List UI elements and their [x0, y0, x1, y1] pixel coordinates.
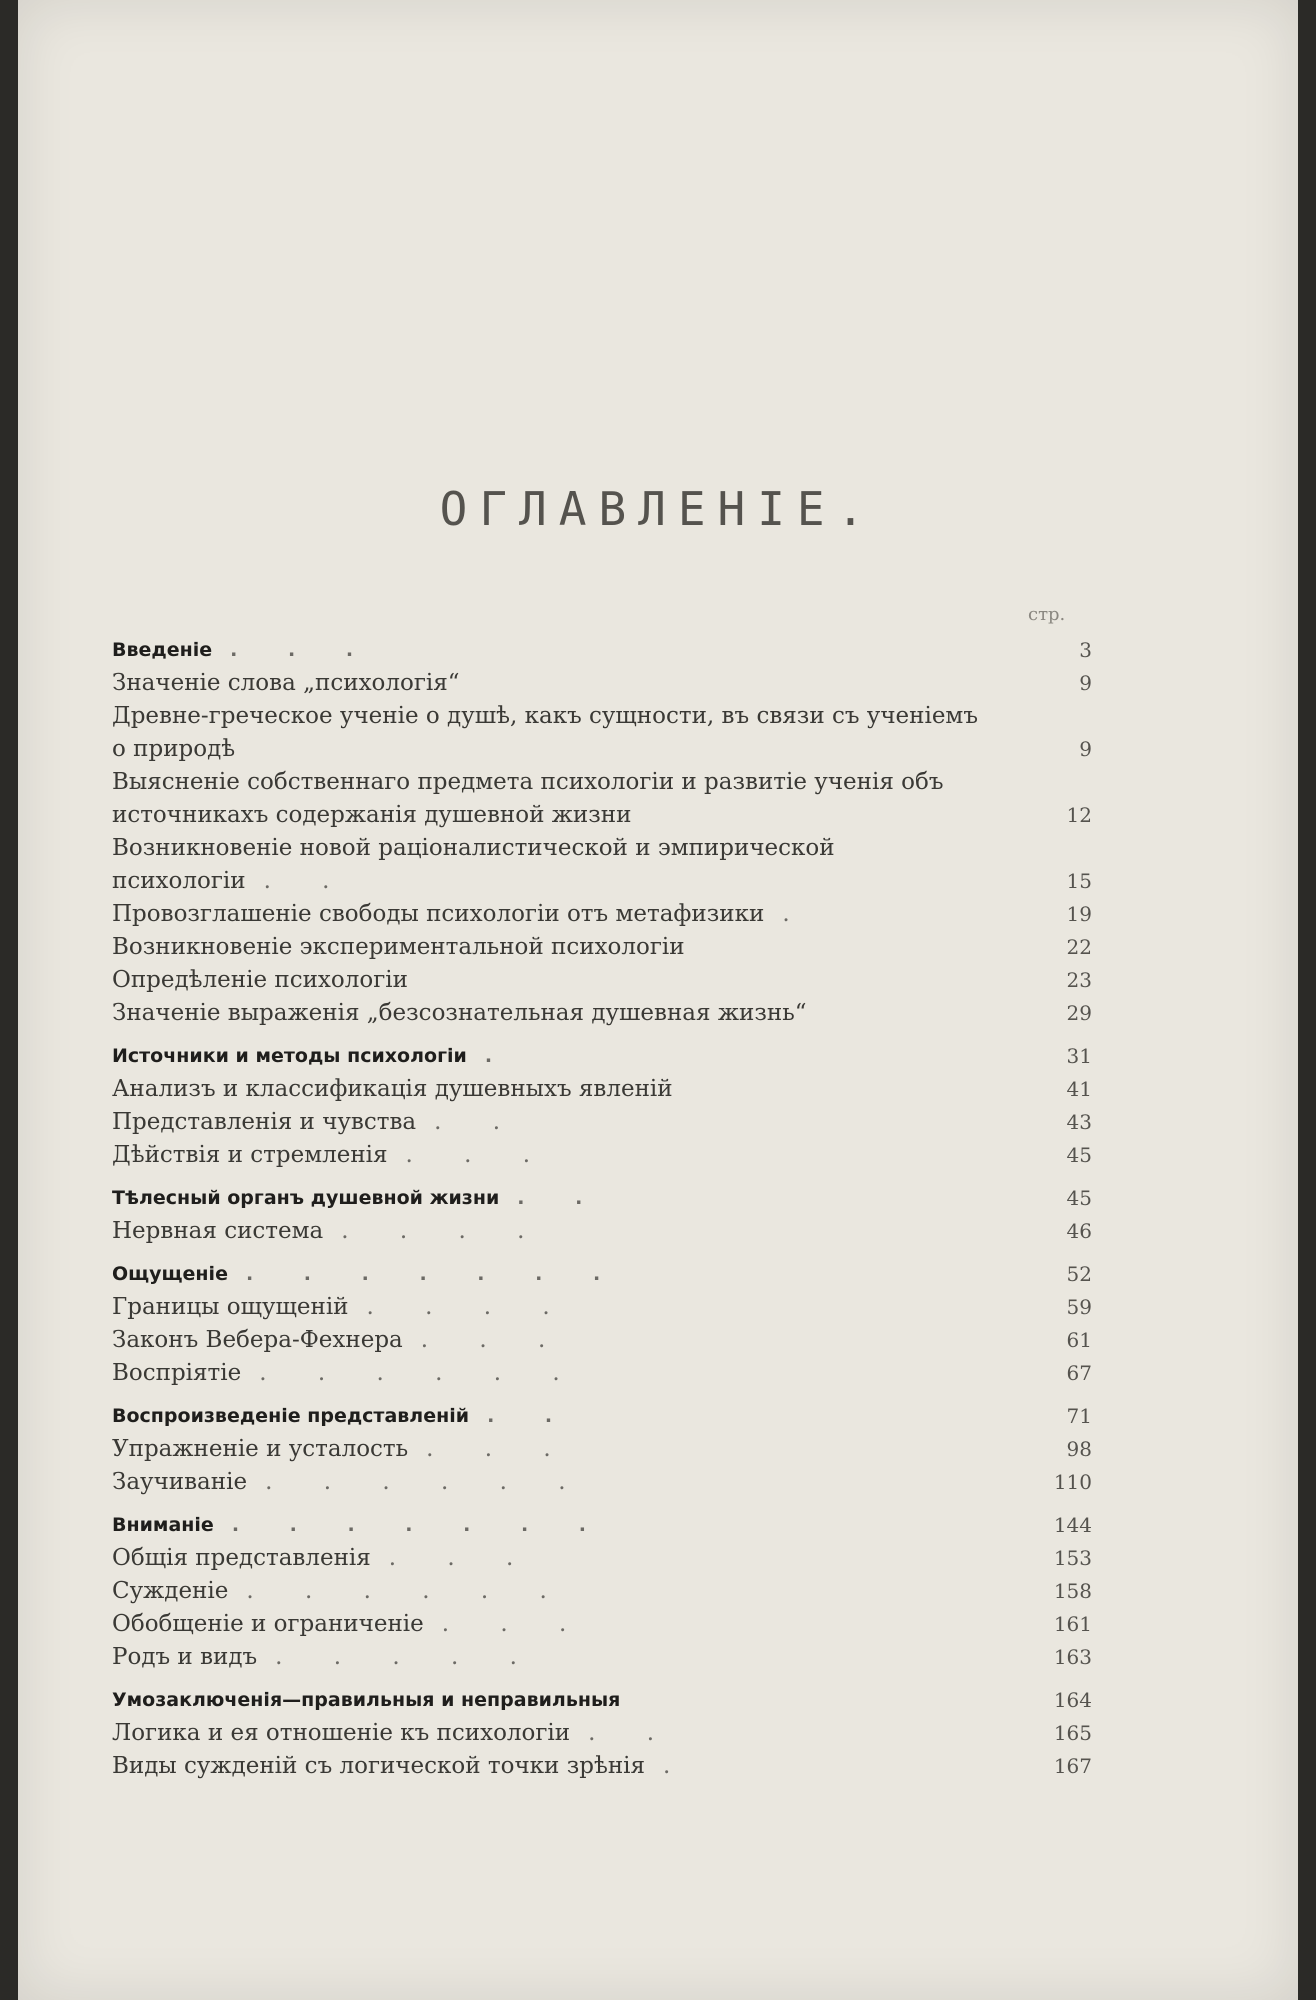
toc-entry-title: Введеніе . . . [112, 639, 376, 661]
toc-entry [112, 700, 1092, 766]
toc-page-number: 158 [1053, 1579, 1092, 1603]
toc-entry [112, 1433, 1092, 1466]
toc-entry [112, 1139, 1092, 1172]
toc-entry [112, 1750, 1092, 1783]
toc-entry [112, 1106, 1092, 1139]
toc-entry [112, 1641, 1092, 1674]
toc-entry-title: Нервная система . . . . [112, 1218, 547, 1244]
toc-page-number: 161 [1053, 1612, 1092, 1636]
toc-page-number: 165 [1053, 1721, 1092, 1745]
leader-dots: . [484, 1045, 515, 1067]
toc-entry-title: Значеніе выраженія „безсознательная душевная жизнь“ [112, 1000, 807, 1026]
toc-page-number: 12 [1066, 803, 1092, 827]
toc-page-number: 45 [1066, 1186, 1092, 1210]
leader-dots: . . [517, 1187, 605, 1209]
toc-section [112, 1182, 1092, 1215]
toc-entry-title: Сужденіе . . . . . . [112, 1578, 569, 1604]
leader-dots: . . . [441, 1611, 589, 1637]
leader-dots: . [663, 1753, 693, 1779]
toc-section [112, 1684, 1092, 1717]
toc-entry-title: Тѣлесный органъ душевной жизни . . [112, 1187, 605, 1209]
toc-entry-title: Опредѣленіе психологіи [112, 967, 408, 993]
toc-entry [112, 832, 1092, 898]
toc-page-number: 29 [1066, 1001, 1092, 1025]
page-title: ОГЛАВЛЕНІЕ. [439, 482, 877, 536]
toc-page-number: 164 [1053, 1688, 1092, 1712]
leader-dots: . . . . . . . [231, 1514, 609, 1536]
toc-entry-title: Обобщеніе и ограниченіе . . . [112, 1611, 589, 1637]
toc-page-number: 98 [1066, 1437, 1092, 1461]
toc-entry-title: Заучиваніе . . . . . . [112, 1469, 588, 1495]
toc-section [112, 1400, 1092, 1433]
toc-page-number: 153 [1053, 1546, 1092, 1570]
toc-entry [112, 1608, 1092, 1641]
toc-page-number: 163 [1053, 1645, 1092, 1669]
leader-dots: . . . . [341, 1218, 547, 1244]
toc-entry [112, 964, 1092, 997]
toc-page-number: 144 [1053, 1513, 1092, 1537]
leader-dots: . . . [426, 1436, 573, 1462]
leader-dots: . . . . . . [265, 1469, 588, 1495]
leader-dots: . . . [420, 1327, 568, 1353]
toc-entry [112, 1575, 1092, 1608]
toc-entry-title: Воспроизведеніе представленій . . [112, 1405, 575, 1427]
toc-entry-title: Возникновеніе новой раціоналистической и эмпирической психологіи . . [112, 835, 835, 894]
leader-dots: . . . . . . [246, 1578, 569, 1604]
toc-page-number: 167 [1053, 1754, 1092, 1778]
toc-page-number: 45 [1066, 1143, 1092, 1167]
leader-dots: . . . . [366, 1294, 572, 1320]
leader-dots: . . [434, 1109, 523, 1135]
toc-section [112, 634, 1092, 667]
toc-section [112, 1040, 1092, 1073]
toc-section [112, 1258, 1092, 1291]
leader-dots: . . . [230, 639, 376, 661]
toc-entry-title: Источники и методы психологіи . [112, 1045, 515, 1067]
toc-page-number: 41 [1066, 1077, 1092, 1101]
leader-dots: . . . [388, 1545, 536, 1571]
toc-page-number: 22 [1066, 935, 1092, 959]
toc-entry [112, 1324, 1092, 1357]
toc-page-number: 43 [1066, 1110, 1092, 1134]
toc-entry-title: Родъ и видъ . . . . . [112, 1644, 539, 1670]
toc-page-number: 23 [1066, 968, 1092, 992]
toc-entry-title: Воспріятіе . . . . . . [112, 1360, 582, 1386]
toc-page-number: 59 [1066, 1295, 1092, 1319]
toc-entry [112, 667, 1092, 700]
toc-entry-title: Анализъ и классификація душевныхъ явленій [112, 1076, 673, 1102]
toc-entry-title: Умозаключенія—правильныя и неправильныя [112, 1689, 621, 1711]
toc-entry-title: Границы ощущеній . . . . [112, 1294, 572, 1320]
toc-entry-title: Виды сужденій съ логической точки зрѣнія . [112, 1753, 693, 1779]
leader-dots: . . [487, 1405, 575, 1427]
leader-dots: . . . . . . [259, 1360, 582, 1386]
toc-entry [112, 1357, 1092, 1390]
toc-page-number: 61 [1066, 1328, 1092, 1352]
toc-page-number: 3 [1079, 638, 1092, 662]
toc-page-number: 46 [1066, 1219, 1092, 1243]
toc-entry [112, 931, 1092, 964]
toc-page-number: 31 [1066, 1044, 1092, 1068]
toc-page-number: 9 [1079, 737, 1092, 761]
toc-page-number: 15 [1066, 869, 1092, 893]
toc-entry-title: Древне-греческое ученіе о душѣ, какъ сущности, въ связи съ ученіемъ о природѣ [112, 703, 978, 762]
toc-entry-title: Упражненіе и усталость . . . [112, 1436, 573, 1462]
page-column-header: стр. [1028, 604, 1066, 625]
toc-entry [112, 1542, 1092, 1575]
toc-entry-title: Значеніе слова „психологія“ [112, 670, 460, 696]
toc-page-number: 19 [1066, 902, 1092, 926]
leader-dots: . . . [405, 1142, 553, 1168]
toc-page-number: 67 [1066, 1361, 1092, 1385]
toc-page-number: 110 [1053, 1470, 1092, 1494]
leader-dots: . . . . . [275, 1644, 539, 1670]
toc-entry [112, 766, 1092, 832]
toc-page-number: 52 [1066, 1262, 1092, 1286]
toc-entry [112, 898, 1092, 931]
toc-section [112, 1509, 1092, 1542]
toc-entry [112, 1073, 1092, 1106]
toc-entry [112, 997, 1092, 1030]
leader-dots: . . . . . . . [245, 1263, 623, 1285]
toc-page-number: 71 [1066, 1404, 1092, 1428]
toc-entry-title: Логика и ея отношеніе къ психологіи . . [112, 1720, 677, 1746]
toc-entry-title: Вниманіе . . . . . . . [112, 1514, 609, 1536]
toc-entry [112, 1215, 1092, 1248]
toc-entry-title: Выясненіе собственнаго предмета психологіи и развитіе ученія объ источникахъ содержанія душевной жизни [112, 769, 944, 828]
table-of-contents [112, 634, 1092, 1783]
toc-entry-title: Общія представленія . . . [112, 1545, 536, 1571]
leader-dots: . [782, 901, 812, 927]
toc-entry-title: Ощущеніе . . . . . . . [112, 1263, 623, 1285]
leader-dots: . . [588, 1720, 677, 1746]
toc-entry [112, 1717, 1092, 1750]
toc-entry-title: Провозглашеніе свободы психологіи отъ метафизики . [112, 901, 812, 927]
toc-entry-title: Законъ Вебера-Фехнера . . . [112, 1327, 568, 1353]
toc-entry-title: Возникновеніе экспериментальной психологіи [112, 934, 685, 960]
toc-entry-title: Дѣйствія и стремленія . . . [112, 1142, 553, 1168]
toc-entry [112, 1466, 1092, 1499]
toc-entry-title: Представленія и чувства . . [112, 1109, 523, 1135]
toc-entry [112, 1291, 1092, 1324]
leader-dots: . . [263, 868, 352, 894]
toc-page-number: 9 [1079, 671, 1092, 695]
